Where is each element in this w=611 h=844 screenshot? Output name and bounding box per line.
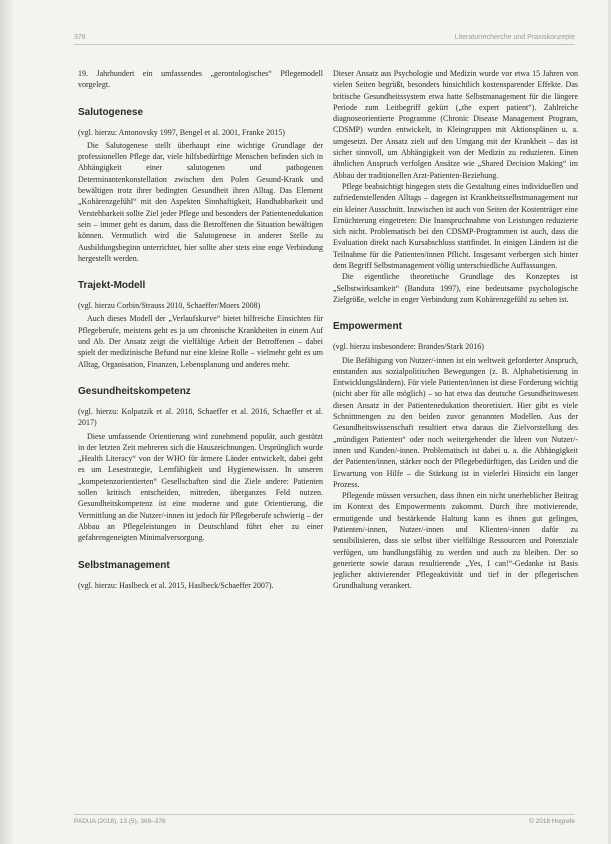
paragraph-selbstmanagement-1: Dieser Ansatz aus Psychologie und Medizin wurde vor etwa 15 Jahren von vielen Seiten begrüßt, besonders hinsichtlich kostensparender Effekte. Das britische Gesundheitssystem etwa hatte Selbstmanagement für die längere Periode zum Leitbegriff gekürt („the expert patient“). Zahlreiche diagnoseorientierte Programme (Chronic Disease Management Program, CDSMP) wurden entwickelt, in Kleingruppen mit Aktionsplänen u. a. umgesetzt. Der Ansatz zielt auf den Umgang mit der Krankheit – das ist sicher sinnvoll, um Abhängigkeit von der Medizin zu reduzieren. Einen ähnlichen Anspruch verfolgen Ansätze wie „Shared Decision Making“ im Abbau der traditionellen Arzt-Patienten-Beziehung.: [333, 69, 578, 180]
heading-empowerment: Empowerment: [333, 321, 402, 333]
reference-gesundheitskompetenz: (vgl. hierzu: Kolpatzik et al. 2018, Schaeffer et al. 2016, Schaeffer et al. 2017): [78, 406, 323, 428]
heading-salutogenese: Salutogenese: [78, 106, 144, 118]
left-column: [78, 68, 323, 593]
page-number: 378: [74, 34, 86, 41]
paragraph-salutogenese: Die Salutogenese stellt überhaupt eine wichtige Grundlage der professionellen Pflege dar, viele hilfsbedürftige Menschen befinden sich in Abhängigkeit einer salutogenen und pathogenen Determinantenkonstellation zwischen den Polen Gesund-Krank und bewältigen trotz ihrer bedingten Gesundheit ihren Alltag. Das Element „Kohärenzgefühl“ mit den Aspekten Sinnhaftigkeit, Handhabbarkeit und Verstehbarkeit sollte Ziel jeder Pflege und besonders der Patientenedukation sein – immer geht es darum, dass die Betroffenen die Situation bewältigen können. Vermutlich wird die Salutogenese in anderer Stelle zu Ausbildungsbeginn unterrichtet, hier sollte aber stets eine enge Verbindung hergestellt werden.: [78, 140, 323, 263]
reference-salutogenese: (vgl. hierzu: Antonovsky 1997, Bengel et al. 2001, Franke 2015): [78, 127, 285, 137]
journal-citation: PADUA (2018), 13 (5), 369–376: [74, 818, 166, 825]
paragraph-selbstmanagement-3: Die eigentliche theoretische Grundlage des Konzeptes ist „Selbstwirksamkeit“ (Bandura 1997), eine bedeutsame psychologische Zielgröße, welche in enger Verbindung zum Kohärenzgefühl zu sehen ist.: [333, 272, 578, 304]
paragraph-trajekt-modell: Auch dieses Modell der „Verlaufskurve“ bietet hilfreiche Einsichten für Pflegeberufe, meistens geht es ja um chronische Krankheiten in einem Auf und Ab. Der Ansatz zeigt die vielfältige Arbeit der Betroffenen – dabei spielt der medizinische Befund nur eine kleine Rolle – vielmehr geht es um Alltag, Organisation, Finanzen, Lebensplanung und anderes mehr.: [78, 314, 323, 369]
heading-gesundheitskompetenz: Gesundheitskompetenz: [78, 385, 191, 397]
paragraph-empowerment-1: Die Befähigung von Nutzer/-innen ist ein weltweit geforderter Anspruch, entstanden aus sozialpolitischen Bewegungen (z. B. Alphabetisierung in Entwicklungsländern). Für viele Patienten/innen ist diese Forderung wichtig (nicht aber für alle möglich) – so hat etwa das deutsche Gesundheitswesen diesen Ansatz in der Patientenedukation theoretisiert. Hier gibt es viele Schnittmengen zu den beiden zuvor genannten Modellen. Aus der Gesundheitswissenschaft resultiert etwa daraus die Zielvorstellung des „mündigen Patienten“ oder noch weitergehender die Ideen von Nutzer/-innen und Kunden/-innen. Problematisch ist dabei u. a. die Abhängigkeit der Patienten/innen, stärker noch der Pflegebedürftigen, das Leiden und die Erwartung von Hilfe – die Stärkung ist in vielerlei Hinsicht ein langer Prozess.: [333, 355, 578, 489]
section-title: Literaturrecherche und Praxiskonzepte: [454, 34, 575, 41]
paragraph-selbstmanagement-2: Pflege beabsichtigt hingegen stets die Gestaltung eines individuellen und zufriedenstellenden Alltags – dagegen ist Krankheitsselbstmanagement nur ein kleiner Ausschnitt. Inzwischen ist auch von Seiten der Kostenträger eine Ernüchterung eingetreten: Die Inanspruchnahme von Leistungen reduzierte sich nicht. Problematisch bei den CDSMP-Programmen ist auch, dass die Evaluation direkt nach Kursabschluss stattfindet. In einigen Ländern ist die Teilnahme für die Patienten/innen Pflicht. Insgesamt verbergen sich hinter dem Begriff Selbstmanagement völlig unterschiedliche Auffassungen.: [333, 181, 578, 271]
paragraph-empowerment-2: Pflegende müssen versuchen, dass ihnen ein nicht unerheblicher Beitrag im Kontext des Empowerments zukommt. Durch ihre motivierende, ermutigende und bestärkende Haltung kann es ihnen gut gelingen, Patienten/-innen, Nutzer/-innen und Klienten/-innen dafür zu sensibilisieren, dass sie selbst über vielfältige Ressourcen und Potenziale verfügen, um handlungsfähig zu werden und auch zu bleiben. Der so generierte sowie daraus resultierende „Yes, I can!“-Gedanke ist Basis jeglicher aktivierender Pflegeaktivität und tief in der pflegerischen Grundhaltung verankert.: [333, 491, 578, 591]
publisher-note: © 2018 Hogrefe: [529, 818, 575, 825]
paragraph-gesundheitskompetenz: Diese umfassende Orientierung wird zunehmend populär, auch gestützt in der letzten Zeit mehreren sich die Hauszeichnungen. Ursprünglich wurde „Health Literacy“ von der WHO für ärmere Länder entwickelt, dabei geht es um Lesestrategie, Lernfähigkeit und Hygienewissen. In unseren „kompetenzorientierten“ Gesellschaften sind die Ziele andere: Patienten sollen kritisch entscheiden, mitreden, überganzes Feld nutzen. Gesundheitskompetenz ist eine moderne und gute Orientierung, die Vermittlung an die Nutzer/-innen ist jedoch für Pflegeberufe schwierig – der Abbau an Pflegeleistungen in Deutschland führt eher zu einer gefahrengeneigten Minimalversorgung.: [78, 431, 323, 543]
running-head: [74, 34, 575, 45]
heading-trajekt-modell: Trajekt-Modell: [78, 280, 146, 292]
binding-shadow: [0, 0, 14, 844]
heading-selbstmanagement: Selbstmanagement: [78, 559, 170, 571]
reference-selbstmanagement: (vgl. hierzu: Haslbeck et al. 2015, Haslbeck/Schaeffer 2007).: [78, 580, 274, 590]
intro-paragraph: 19. Jahrhundert ein umfassendes „gerontologisches“ Pflegemodell vorgelegt.: [78, 69, 323, 90]
page-footer: [74, 814, 575, 825]
reference-trajekt-modell: (vgl. hierzu Corbin/Strauss 2010, Schaeffer/Moers 2008): [78, 301, 261, 311]
right-column: [333, 68, 578, 592]
reference-empowerment: (vgl. hierzu insbesondere: Brandes/Stark 2016): [333, 342, 484, 352]
